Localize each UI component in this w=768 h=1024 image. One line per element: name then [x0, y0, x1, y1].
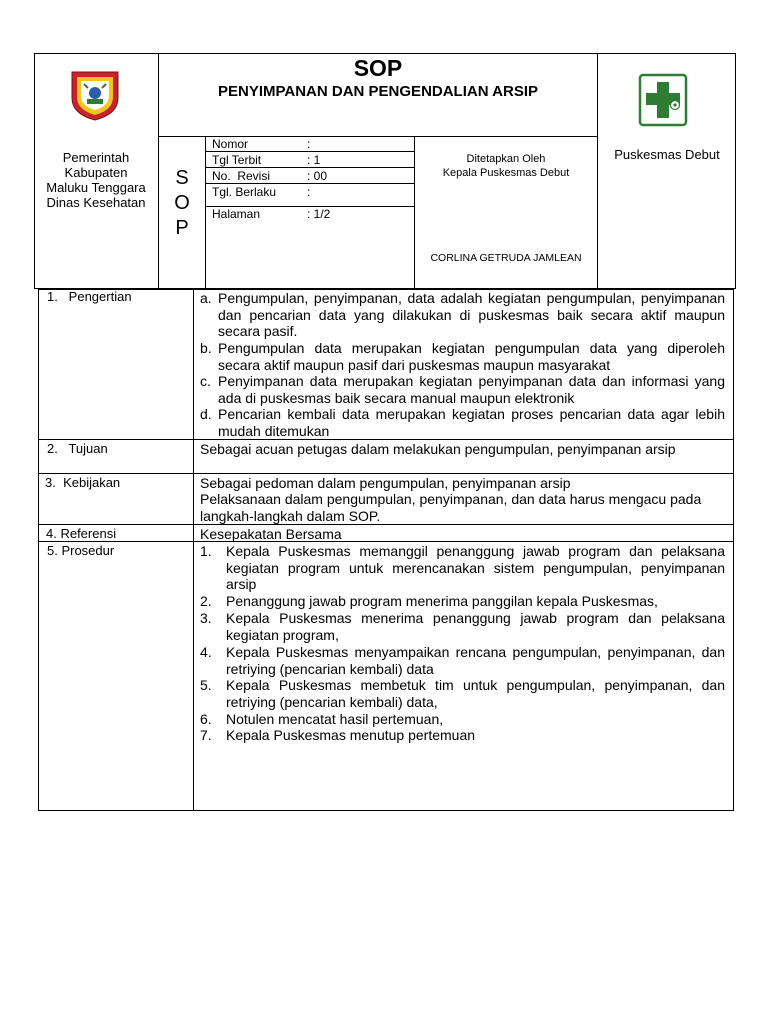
- definition-item: [200, 340, 725, 373]
- tujuan-text: Sebagai acuan petugas dalam melakukan pengumpulan, penyimpanan arsip: [200, 441, 676, 457]
- puskesmas-cross-icon: [638, 73, 688, 127]
- label-tujuan: 2. Tujuan: [47, 441, 108, 456]
- meta-tgl-terbit-label: Tgl Terbit: [212, 153, 262, 167]
- item-text: Penyimpanan data merupakan kegiatan penyimpanan data dan informasi yang ada di puskesmas baik secara manual maupun elektronik: [218, 373, 725, 406]
- step-text: Kepala Puskesmas menerima penanggung jawab program dan pelaksana kegiatan program,: [226, 610, 725, 643]
- meta-tgl-terbit-value: : 1: [307, 153, 321, 167]
- sop-vertical-label: [160, 166, 204, 241]
- step-number: 6.: [200, 711, 212, 727]
- kebijakan-line: Sebagai pedoman dalam pengumpulan, penyimpanan arsip: [200, 475, 571, 491]
- org-line: Dinas Kesehatan: [46, 195, 146, 210]
- left-org-block: [35, 150, 157, 210]
- kebijakan-line: Pelaksanaan dalam pengumpulan, penyimpanan, dan data harus mengacu pada langkah-langkah dalam SOP.: [200, 491, 702, 524]
- procedure-step: [200, 593, 725, 610]
- meta-revisi-value: : 00: [307, 169, 328, 183]
- meta-row-line: [205, 183, 414, 184]
- referensi-text: Kesepakatan Bersama: [200, 526, 342, 542]
- definition-item: [200, 406, 725, 439]
- label-pengertian: 1. Pengertian: [47, 289, 132, 304]
- procedure-step: [200, 677, 725, 710]
- step-text: Kepala Puskesmas membetuk tim untuk pengumpulan, penyimpanan, dan retriying (pencarian kembali) data,: [226, 677, 725, 710]
- regency-emblem-icon: [66, 68, 124, 122]
- procedure-step: [200, 610, 725, 643]
- doc-type-heading: SOP: [353, 55, 403, 81]
- meta-row-line: [205, 151, 414, 152]
- header-divider: [597, 53, 598, 289]
- procedure-step: [200, 543, 725, 593]
- step-text: Kepala Puskesmas memanggil penanggung jawab program dan pelaksana kegiatan program untuk merencanakan sistem pengumpulan, penyimpanan arsip: [226, 543, 725, 593]
- sop-letter: P: [175, 217, 189, 239]
- step-text: Notulen mencatat hasil pertemuan,: [226, 711, 444, 727]
- meta-tgl-berlaku-label: Tgl. Berlaku: [212, 185, 277, 199]
- item-text: Pencarian kembali data merupakan kegiatan proses pencarian data agar lebih mudah ditemukan: [218, 406, 725, 439]
- item-text: Pengumpulan data merupakan kegiatan pengumpulan data yang diperoleh secara aktif maupun pasif dari puskesmas maupun masyarakat: [218, 340, 725, 373]
- item-text: Pengumpulan, penyimpanan, data adalah kegiatan pengumpulan, penyimpanan dan pencarian data yang dilakukan di puskesmas baik secara aktif maupun secara pasif.: [218, 290, 725, 340]
- label-referensi: 4. Referensi: [46, 526, 117, 541]
- item-marker: b.: [200, 340, 212, 356]
- meta-nomor-label: Nomor: [212, 137, 249, 151]
- step-number: 4.: [200, 644, 212, 660]
- org-line: Maluku Tenggara: [46, 180, 146, 195]
- meta-revisi-label: No. Revisi: [212, 169, 271, 183]
- procedure-step: [200, 711, 725, 728]
- item-marker: d.: [200, 406, 212, 422]
- step-number: 3.: [200, 610, 212, 626]
- step-number: 5.: [200, 677, 212, 693]
- sop-letter: S: [175, 167, 189, 189]
- row-divider: [38, 541, 734, 542]
- right-org-name: Puskesmas Debut: [614, 147, 720, 162]
- approval-line-1: Ditetapkan Oleh: [466, 153, 546, 165]
- page-title: PENYIMPANAN DAN PENGENDALIAN ARSIP: [217, 83, 539, 100]
- approval-line-2: Kepala Puskesmas Debut: [442, 167, 570, 179]
- signatory-name: CORLINA GETRUDA JAMLEAN: [430, 252, 582, 264]
- step-number: 1.: [200, 543, 212, 559]
- org-line: Pemerintah: [62, 150, 130, 165]
- label-prosedur: 5. Prosedur: [47, 543, 115, 558]
- header-divider: [205, 136, 206, 289]
- meta-row-line: [205, 167, 414, 168]
- item-marker: a.: [200, 290, 212, 306]
- sop-letter: O: [174, 192, 190, 214]
- procedure-step: [200, 727, 725, 744]
- meta-halaman-label: Halaman: [212, 207, 261, 221]
- definition-item: [200, 373, 725, 406]
- step-text: Kepala Puskesmas menyampaikan rencana pengumpulan, penyimpanan, dan retriying (pencarian kembali) data: [226, 644, 725, 677]
- procedure-step: [200, 644, 725, 677]
- meta-halaman-value: : 1/2: [307, 207, 331, 221]
- step-number: 7.: [200, 727, 212, 743]
- step-number: 2.: [200, 593, 212, 609]
- meta-nomor-value: :: [307, 137, 311, 151]
- item-marker: c.: [200, 373, 211, 389]
- step-text: Kepala Puskesmas menutup pertemuan: [226, 727, 476, 743]
- step-text: Penanggung jawab program menerima panggilan kepala Puskesmas,: [226, 593, 658, 609]
- definition-item: [200, 290, 725, 340]
- meta-tgl-berlaku-value: :: [307, 185, 311, 199]
- body-column-divider: [193, 289, 194, 811]
- label-kebijakan: 3. Kebijakan: [45, 475, 121, 490]
- row-divider: [38, 473, 734, 474]
- org-line: Kabupaten: [64, 165, 128, 180]
